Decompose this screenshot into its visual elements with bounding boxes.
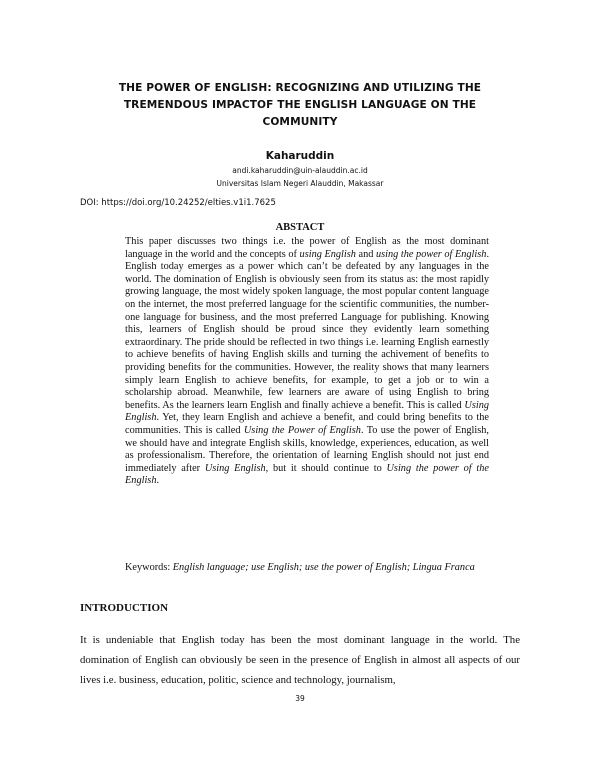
abstract-text: and [355, 248, 376, 260]
paper-title [95, 80, 505, 131]
introduction-body: It is undeniable that English today has been the most dominant language in the world. The domination of English can obviously be seen in the presence of English in almost all aspects of our lives i.e. business, education, politic, science and technology, journalism, [80, 634, 520, 686]
abstract-text: . Yet, they learn English and achieve a benefit, and could bring benefits to the communities. This is called [125, 412, 489, 436]
abstract-text: . English today emerges as a power which can’t be defeated by any languages in the world. The domination of English is obviously seen from its status as: the most rapidly growing language, the most widely spoken language, the most popular content language on the internet, the most preferred language for the scientific communities, the number-one language for business, and the most preferred Language for publishing. Knowing this, learners of English should be proud since they evidently learn something extraordinary. The pride should be reflected in two things i.e. learning English earnestly to achieve benefits of having English skills and turning the achivement of benefits to providing benefits for the communities. However, the reality shows that many learners simply learn English to achieve benefits, for example, to get a job or to win a scholarship abroad. Meanwhile, few learners are aware of using English to bring benefits. As the learners learn English and finally achieve a benefit. This is called [125, 248, 490, 411]
abstract-emphasis: Using English [204, 462, 266, 474]
abstract-text: . [156, 475, 160, 487]
author-email: andi.kaharuddin@uin-alauddin.ac.id [232, 166, 368, 175]
abstract-heading: ABSTACT [275, 222, 325, 233]
title-line: COMMUNITY [262, 116, 338, 128]
title-line: TREMENDOUS IMPACTOF THE ENGLISH LANGUAGE ON THE [123, 99, 477, 111]
abstract-emphasis: using English [299, 248, 356, 260]
title-line: THE POWER OF ENGLISH: RECOGNIZING AND UTILIZING THE [118, 82, 482, 94]
abstract-body [125, 236, 489, 488]
abstract-emphasis: Using English [125, 399, 489, 424]
introduction-heading: INTRODUCTION [80, 602, 169, 614]
doi-link[interactable]: DOI: https://doi.org/10.24252/elties.v1i1.7625 [80, 198, 276, 208]
abstract-emphasis: Using the power of the English [125, 462, 489, 487]
abstract-text: , but it should continue to [265, 462, 387, 474]
abstract-text: . To use the power of English, we should have and integrate English skills, knowledge, experiences, education, as well as professionalism. Therefore, the orientation of learning English should not just end immediately after [125, 424, 489, 474]
keywords-label: Keywords: [125, 562, 173, 573]
author-name: Kaharuddin [265, 150, 335, 162]
keywords-values: English language; use English; use the power of English; Lingua Franca [172, 562, 475, 573]
keywords [125, 562, 489, 575]
abstract-emphasis: using the power of English [375, 248, 487, 260]
abstract-text: This paper discusses two things i.e. the power of English as the most dominant language in the world and the concepts of [125, 236, 489, 260]
abstract-emphasis: Using the Power of English [243, 424, 361, 436]
author-affiliation: Universitas Islam Negeri Alauddin, Makassar [216, 179, 384, 188]
page-number: 39 [295, 694, 305, 703]
